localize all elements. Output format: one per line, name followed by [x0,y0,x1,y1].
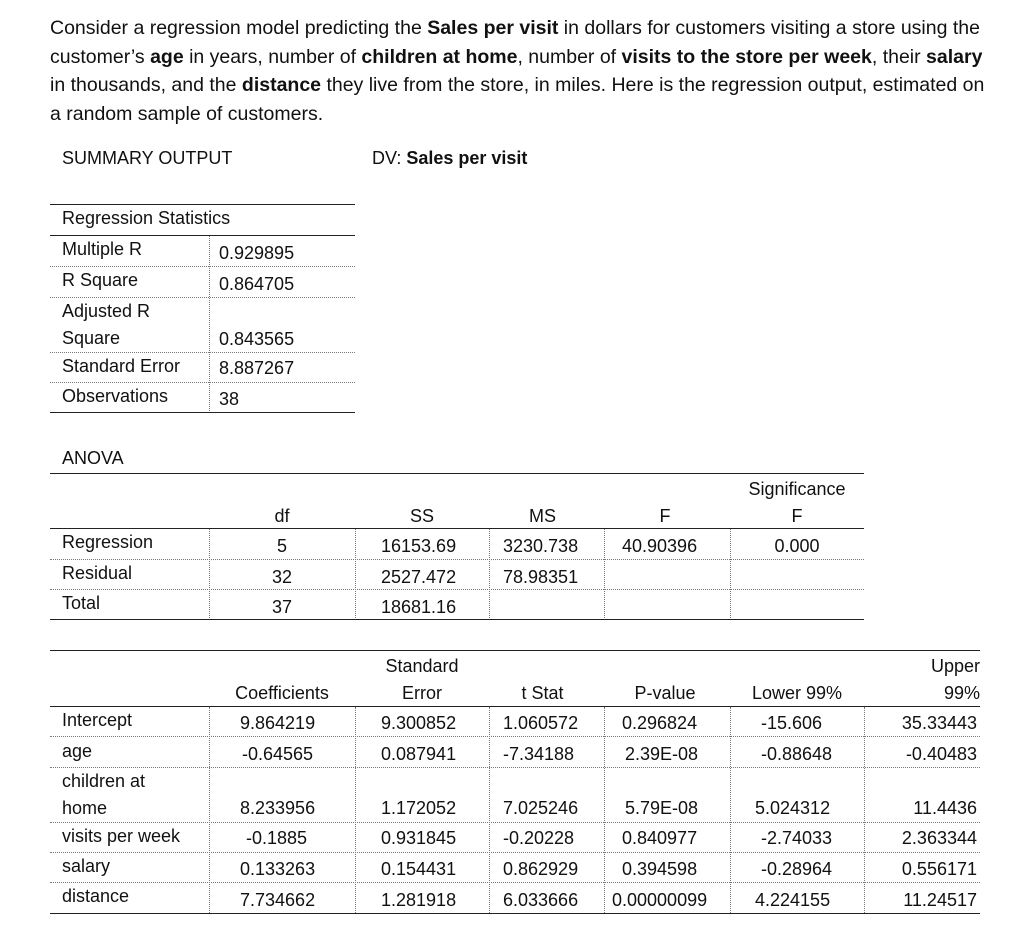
coef-value: -0.1885 [246,828,308,848]
coef-p-value: 0.00000099 [612,890,708,910]
coef-t-stat: -0.20228 [503,828,575,848]
stat-value: 0.864705 [219,274,295,294]
stat-value: 0.929895 [219,243,295,263]
coef-p-value: 2.39E-08 [625,744,699,764]
row-divider [50,852,980,853]
stat-label: Observations [62,386,169,406]
coef-upper: 11.24517 [903,890,977,910]
row-divider [50,736,980,737]
coef-p-value: 5.79E-08 [625,798,699,818]
coef-row-label: distance [62,886,130,906]
anova-ss: 16153.69 [381,536,457,556]
stat-label: Standard Error [62,356,181,376]
coef-se: 0.931845 [381,828,457,848]
coef-lower: 5.024312 [755,798,831,818]
coef-header-standard-error: Standard [385,656,459,676]
anova-f: 40.90396 [622,536,698,556]
coef-p-value: 0.394598 [622,859,698,879]
column-divider [604,529,605,620]
anova-df: 5 [276,536,287,556]
summary-output-label: SUMMARY OUTPUT [62,148,233,168]
coef-upper: 0.556171 [901,859,977,879]
anova-ss: 18681.16 [381,597,457,617]
table-rule [50,473,864,474]
coef-row-label-line2: home [62,798,108,818]
anova-label: ANOVA [62,448,124,468]
stat-value: 8.887267 [219,358,295,378]
table-rule [50,913,980,914]
coef-upper: -0.40483 [905,744,977,764]
problem-statement: Consider a regression model predicting the Sales per visit in dollars for customers visiting a store using the customer’s age in years, number of children at home, number of visits to the store per week, their salary in thousands, and the distance they live from the store, in miles. Here is the regression output, estimated on a random sample of customers. [50,17,985,125]
coef-lower: -0.28964 [761,859,833,879]
coef-se: 0.154431 [381,859,457,879]
coef-value: 7.734662 [240,890,316,910]
coef-value: 9.864219 [240,713,316,733]
anova-ss: 2527.472 [381,567,457,587]
column-divider [489,529,490,620]
coef-se: 9.300852 [381,713,457,733]
coef-header-coefficients: Coefficients [235,683,329,703]
coef-t-stat: 7.025246 [503,798,579,818]
coef-p-value: 0.296824 [622,713,698,733]
coef-row-label: salary [62,856,111,876]
row-divider [50,822,980,823]
coef-header-lower-99: Lower 99% [751,683,843,703]
stat-label: R Square [62,270,139,290]
coef-p-value: 0.840977 [622,828,698,848]
coef-header-upper-99: Upper [930,656,980,676]
coef-row-label: visits per week [62,826,181,846]
coef-header-upper-99-line2: 99% [943,683,980,703]
row-divider [50,589,864,590]
row-divider [50,559,864,560]
coef-lower: -15.606 [761,713,823,733]
anova-header-ms: MS [529,506,556,526]
anova-header-significance: Significance [748,479,846,499]
stat-label: Adjusted R [62,301,151,321]
table-rule [50,619,864,620]
coef-header-p-value: P-value [634,683,696,703]
coef-row-label: children at [62,771,146,791]
row-divider [50,882,980,883]
table-rule [50,528,864,529]
table-rule [50,706,980,707]
anova-header-f: F [659,506,671,526]
coef-se: 1.172052 [381,798,457,818]
row-divider [50,767,980,768]
coef-lower: -2.74033 [761,828,833,848]
row-divider [50,297,355,298]
anova-df: 32 [271,567,293,587]
anova-header-significance-line2: F [791,506,803,526]
dependent-variable-label: DV: Sales per visit [372,148,528,168]
row-divider [50,352,355,353]
row-divider [50,382,355,383]
anova-row-label: Residual [62,563,133,583]
table-rule [50,204,355,205]
coef-upper: 2.363344 [901,828,977,848]
regression-statistics-title: Regression Statistics [62,208,231,228]
coef-se: 0.087941 [381,744,457,764]
anova-ms: 78.98351 [503,567,579,587]
coef-upper: 11.4436 [913,798,977,818]
anova-ms: 3230.738 [503,536,579,556]
row-divider [50,266,355,267]
coef-t-stat: 0.862929 [503,859,579,879]
coef-header-standard-error-line2: Error [402,683,442,703]
table-rule [50,650,980,651]
anova-header-df: df [274,506,290,526]
column-divider [355,529,356,620]
coef-lower: -0.88648 [761,744,833,764]
anova-df: 37 [271,597,293,617]
stat-value: 0.843565 [219,329,295,349]
anova-significance: 0.000 [774,536,820,556]
coef-value: 0.133263 [240,859,316,879]
coef-value: 8.233956 [240,798,316,818]
coef-t-stat: 6.033666 [503,890,579,910]
anova-header-ss: SS [409,506,434,526]
coef-value: -0.64565 [242,744,314,764]
coef-upper: 35.33443 [901,713,977,733]
coef-t-stat: 1.060572 [503,713,579,733]
coef-t-stat: -7.34188 [503,744,575,764]
stat-label: Multiple R [62,239,143,259]
coef-row-label: Intercept [62,710,133,730]
stat-value: 38 [219,389,240,409]
stat-label-line2: Square [62,328,121,348]
coef-row-label: age [62,741,93,761]
table-rule [50,412,355,413]
anova-row-label: Regression [62,532,154,552]
column-divider [209,236,210,413]
anova-row-label: Total [62,593,101,613]
table-rule [50,235,355,236]
coef-se: 1.281918 [381,890,457,910]
coef-header-t-stat: t Stat [521,683,564,703]
coef-lower: 4.224155 [755,890,831,910]
